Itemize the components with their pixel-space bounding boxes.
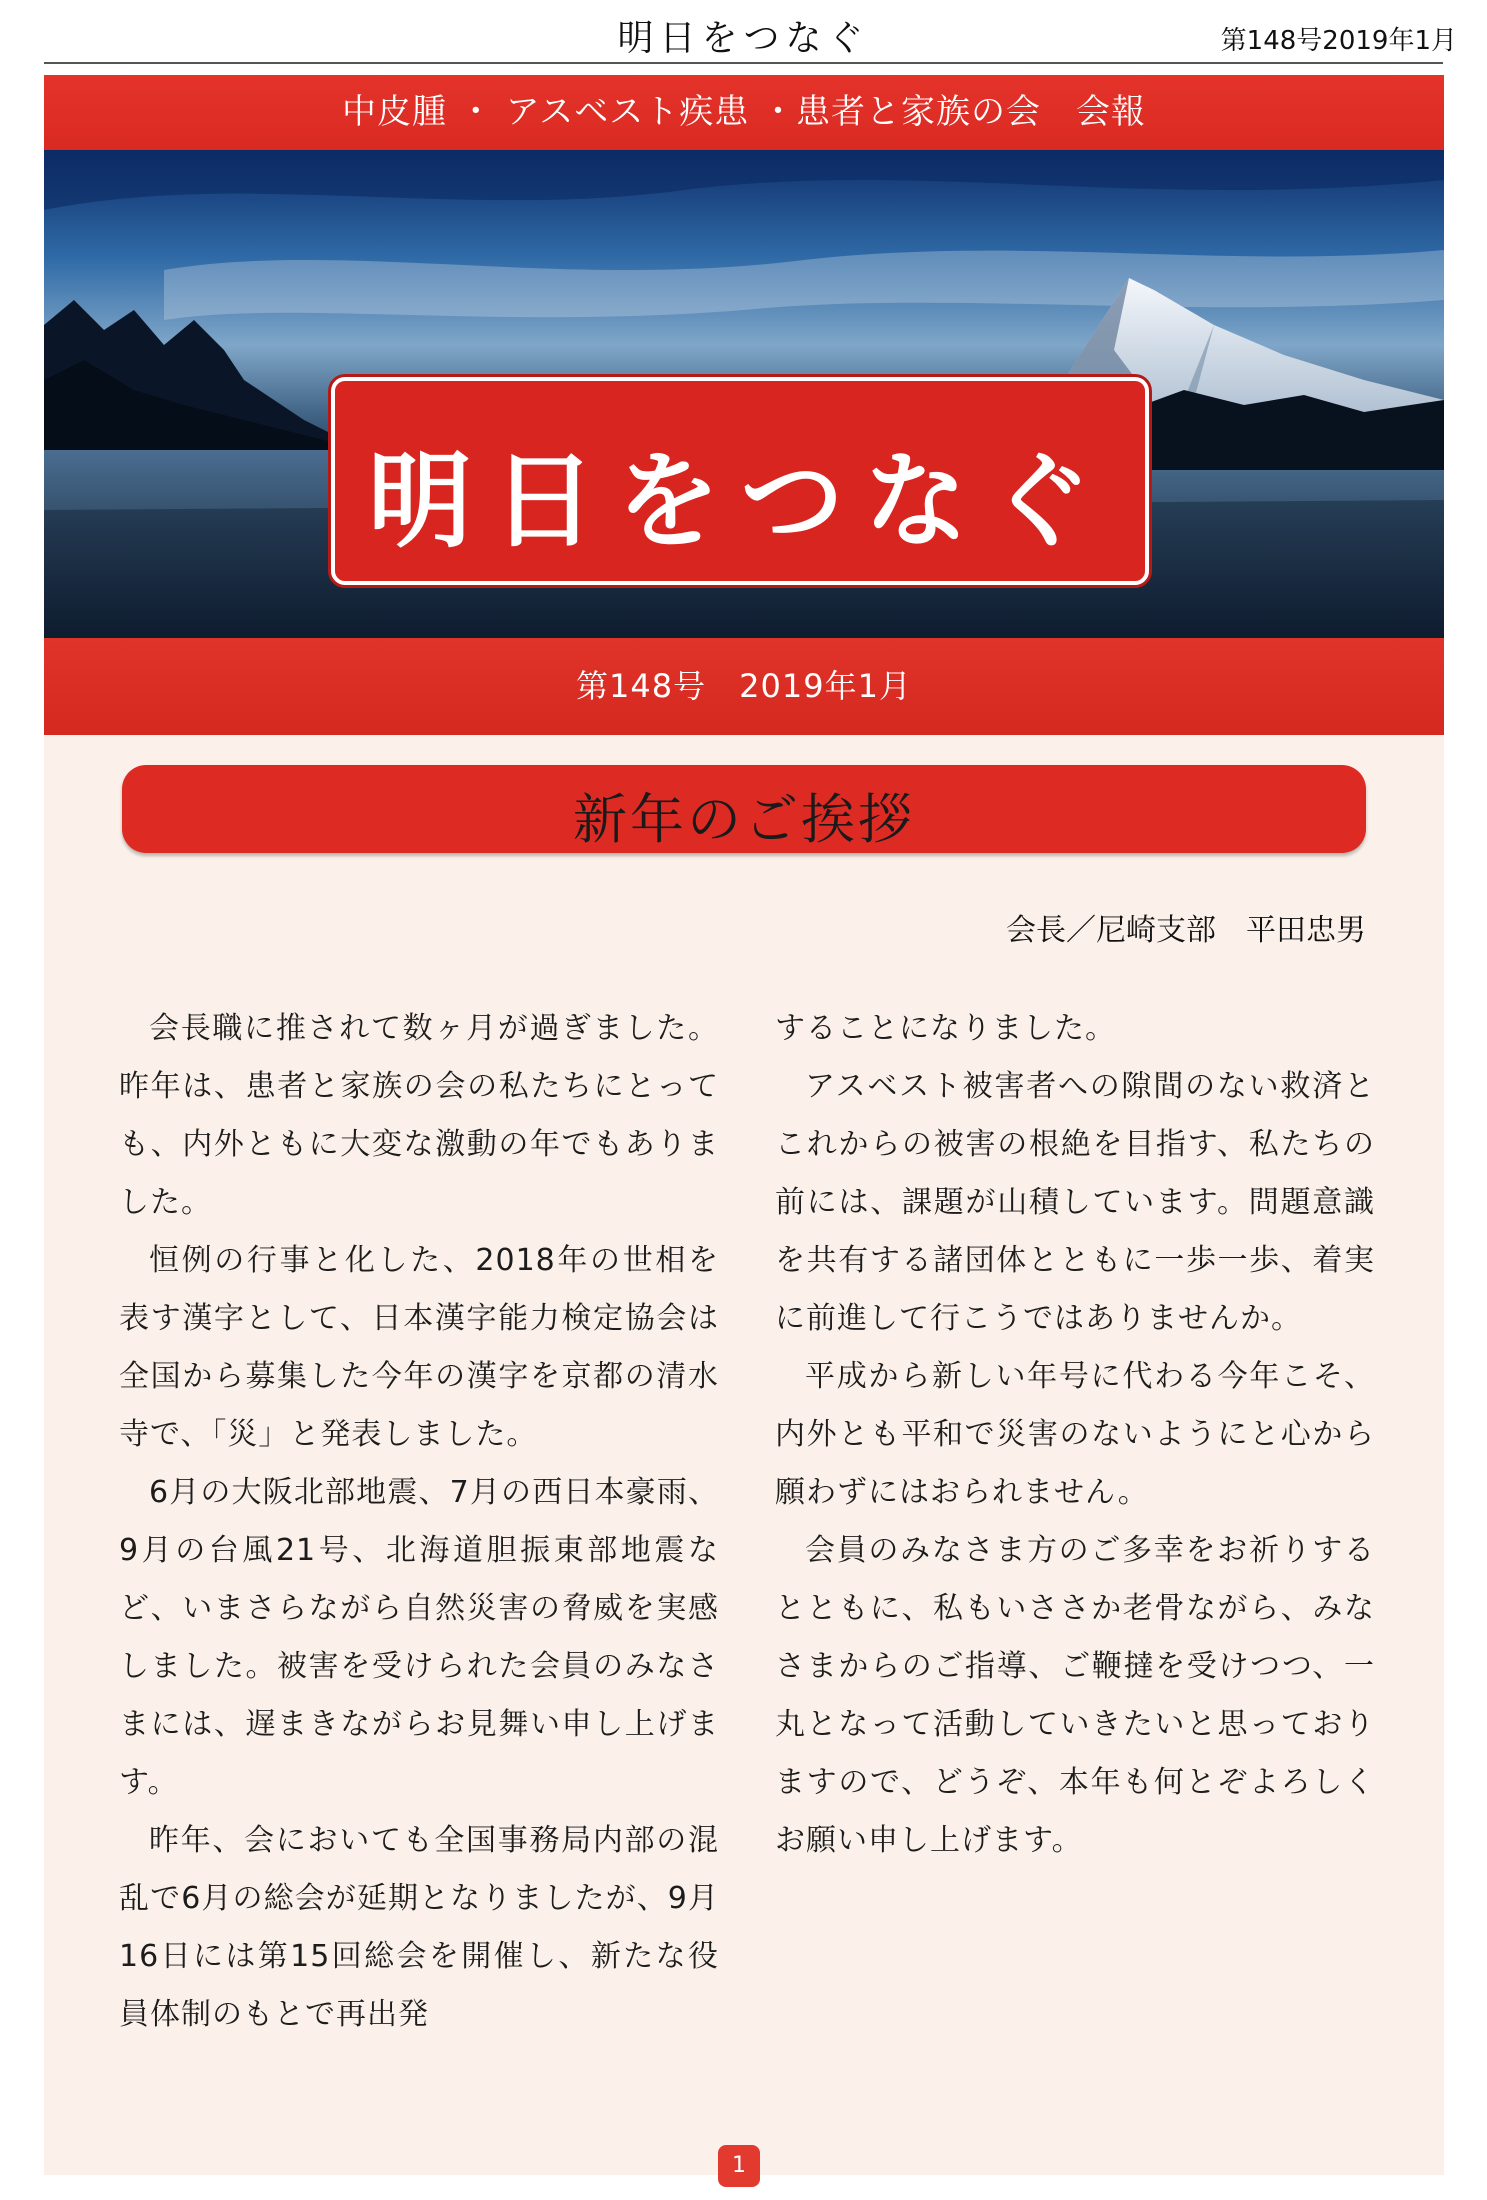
paragraph: 会長職に推されて数ヶ月が過ぎました。昨年は、患者と家族の会の私たちにとっても、内外ともに大変な激動の年でもありました。 [119,1011,719,1220]
masthead-title-box [331,377,1149,585]
right-column [775,1000,1375,1870]
newsletter-page [44,75,1444,2178]
header-rule [44,62,1443,64]
masthead-banner [44,75,1444,735]
running-header [0,0,1487,80]
running-header-title: 明日をつなぐ [617,18,870,59]
article-heading: 新年のご挨拶 [573,788,915,851]
paragraph: することになりました。 [775,1011,1116,1046]
paragraph: 6月の大阪北部地震、7月の西日本豪雨、9月の台風21号、北海道胆振東部地震など、いまさらながら自然災害の脅威を実感しました。被害を受けられた会員のみなさまには、遅まきながらお見舞い申し上げます。 [119,1475,719,1800]
running-header-issue: 第148号2019年1月 [1220,26,1457,56]
left-column [119,1000,719,2044]
masthead-title: 明日をつなぐ [367,439,1112,562]
organization-name: 中皮腫 ・ アスベスト疾患 ・患者と家族の会 会報 [44,75,1444,150]
landscape-photo [44,150,1444,638]
issue-info: 第148号 2019年1月 [44,638,1444,735]
paragraph: アスベスト被害者への隙間のない救済とこれからの被害の根絶を目指す、私たちの前には、課題が山積しています。問題意識を共有する諸団体とともに一歩一歩、着実に前進して行こうではありませんか。 [775,1069,1375,1336]
article-heading-bar [122,765,1366,853]
paragraph: 会員のみなさま方のご多幸をお祈りするとともに、私もいささか老骨ながら、みなさまからのご指導、ご鞭撻を受けつつ、一丸となって活動していきたいと思っておりますので、どうぞ、本年も何とぞよろしくお願い申し上げます。 [775,1533,1375,1858]
paragraph: 恒例の行事と化した、2018年の世相を表す漢字として、日本漢字能力検定協会は全国から募集した今年の漢字を京都の清水寺で、「災」と発表しました。 [119,1243,719,1452]
paragraph: 昨年、会においても全国事務局内部の混乱で6月の総会が延期となりましたが、9月16日には第15回総会を開催し、新たな役員体制のもとで再出発 [119,1823,719,2032]
article-author: 会長／尼崎支部 平田忠男 [1006,913,1366,948]
page-number: 1 [718,2145,760,2187]
paragraph: 平成から新しい年号に代わる今年こそ、内外とも平和で災害のないようにと心から願わずにはおられません。 [775,1359,1375,1510]
